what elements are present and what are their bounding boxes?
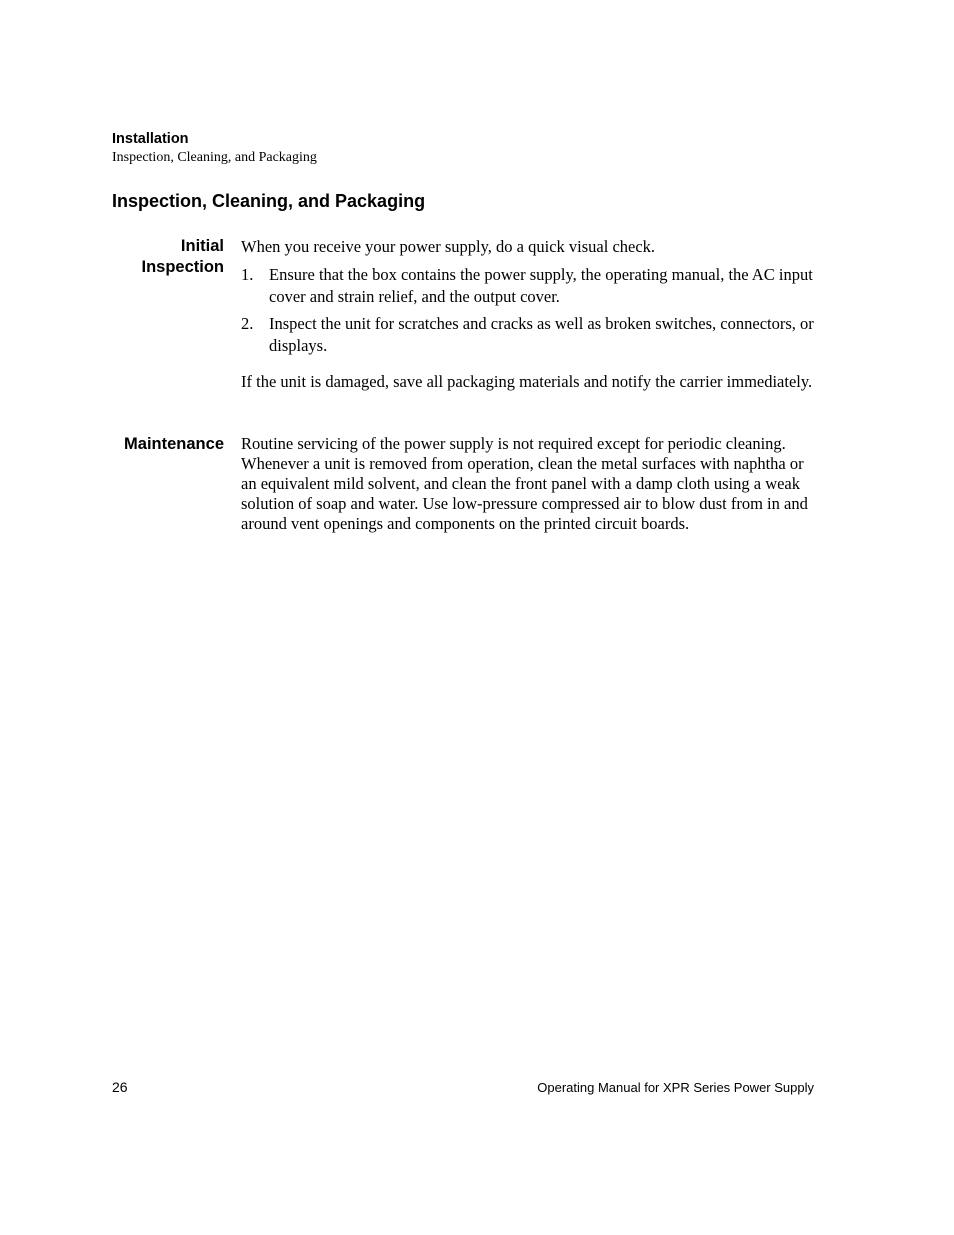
list-item-text: Ensure that the box contains the power supply, the operating manual, the AC input cover and strain relief, and the output cover. — [269, 265, 813, 306]
list-item — [241, 264, 816, 308]
damaged-note: If the unit is damaged, save all packaging materials and notify the carrier immediately. — [241, 372, 813, 391]
initial-inspection-label-line2: Inspection — [141, 258, 224, 276]
running-header-subsection: Inspection, Cleaning, and Packaging — [112, 150, 317, 165]
list-item-number: 1. — [241, 265, 254, 284]
section-title: Inspection, Cleaning, and Packaging — [112, 191, 426, 211]
running-header-section: Installation — [112, 131, 189, 147]
list-item-number: 2. — [241, 314, 254, 333]
maintenance-label: Maintenance — [124, 435, 224, 453]
list-item-text: Inspect the unit for scratches and cracks as well as broken switches, connectors, or displays. — [269, 314, 814, 355]
initial-inspection-label-line1: Initial — [180, 237, 224, 255]
initial-inspection-intro: When you receive your power supply, do a quick visual check. — [241, 237, 656, 256]
list-item — [241, 313, 816, 357]
maintenance-text: Routine servicing of the power supply is not required except for periodic cleaning. Whenever a unit is removed from operation, clean the metal surfaces with naphtha or an equivalent mild solvent, and clean the front panel with a damp cloth using a weak solution of soap and water. Use low-pressure compressed air to blow dust from in and around vent openings and components on the printed circuit boards. — [241, 434, 808, 533]
footer-manual-title: Operating Manual for XPR Series Power Supply — [537, 1080, 814, 1095]
initial-inspection-label — [141, 236, 224, 278]
page-number: 26 — [112, 1079, 128, 1095]
